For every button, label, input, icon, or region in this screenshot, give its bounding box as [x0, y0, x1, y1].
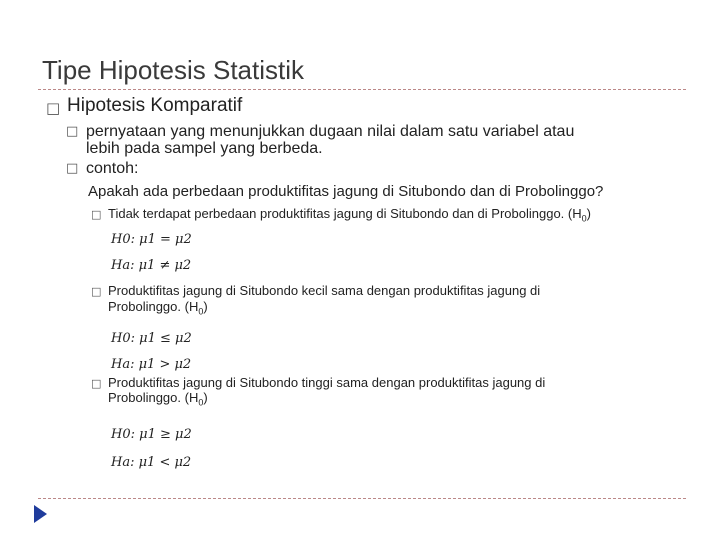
- case-3-text-line-1: Produktifitas jagung di Situbondo tinggi sama dengan produktifitas jagung di: [108, 375, 546, 390]
- case-2-text-line-1: Produktifitas jagung di Situbondo kecil sama dengan produktifitas jagung di: [108, 283, 541, 298]
- box-bullet-icon: □: [66, 161, 79, 176]
- definition-line-1: pernyataan yang menunjukkan dugaan nilai dalam satu variabel atau: [86, 123, 575, 140]
- heading: Hipotesis Komparatif: [67, 95, 243, 116]
- case-1-h0: H0: μ1 = μ2: [111, 232, 192, 247]
- case-1-ha: Ha: μ1 ≠ μ2: [111, 258, 192, 273]
- title-divider: [38, 89, 686, 90]
- box-bullet-icon: □: [91, 377, 102, 390]
- slide-title: Tipe Hipotesis Statistik: [42, 55, 305, 85]
- next-arrow-icon[interactable]: [34, 505, 47, 523]
- case-3-ha: Ha: μ1 < μ2: [111, 455, 192, 470]
- box-bullet-icon: □: [91, 208, 102, 221]
- case-2-text-line-2: Probolinggo. $(H_0)$: [108, 299, 208, 317]
- question: Apakah ada perbedaan produktifitas jagung di Situbondo dan di Probolinggo?: [88, 183, 604, 200]
- box-bullet-icon: □: [66, 124, 79, 139]
- case-2-ha: Ha: μ1 > μ2: [111, 357, 192, 372]
- example-label: contoh:: [86, 160, 139, 177]
- box-bullet-icon: □: [46, 99, 61, 117]
- footer-divider: [38, 498, 686, 499]
- case-3-h0: H0: μ1 ≥ μ2: [111, 427, 192, 442]
- box-bullet-icon: □: [91, 285, 102, 298]
- definition-line-2: lebih pada sampel yang berbeda.: [86, 140, 323, 157]
- case-1-text: Tidak terdapat perbedaan produktifitas jagung di Situbondo dan di Probolinggo. $(H_0)$: [108, 206, 591, 224]
- case-2-h0: H0: μ1 ≤ μ2: [111, 331, 192, 346]
- case-3-text-line-2: Probolinggo. $(H_0)$: [108, 390, 208, 408]
